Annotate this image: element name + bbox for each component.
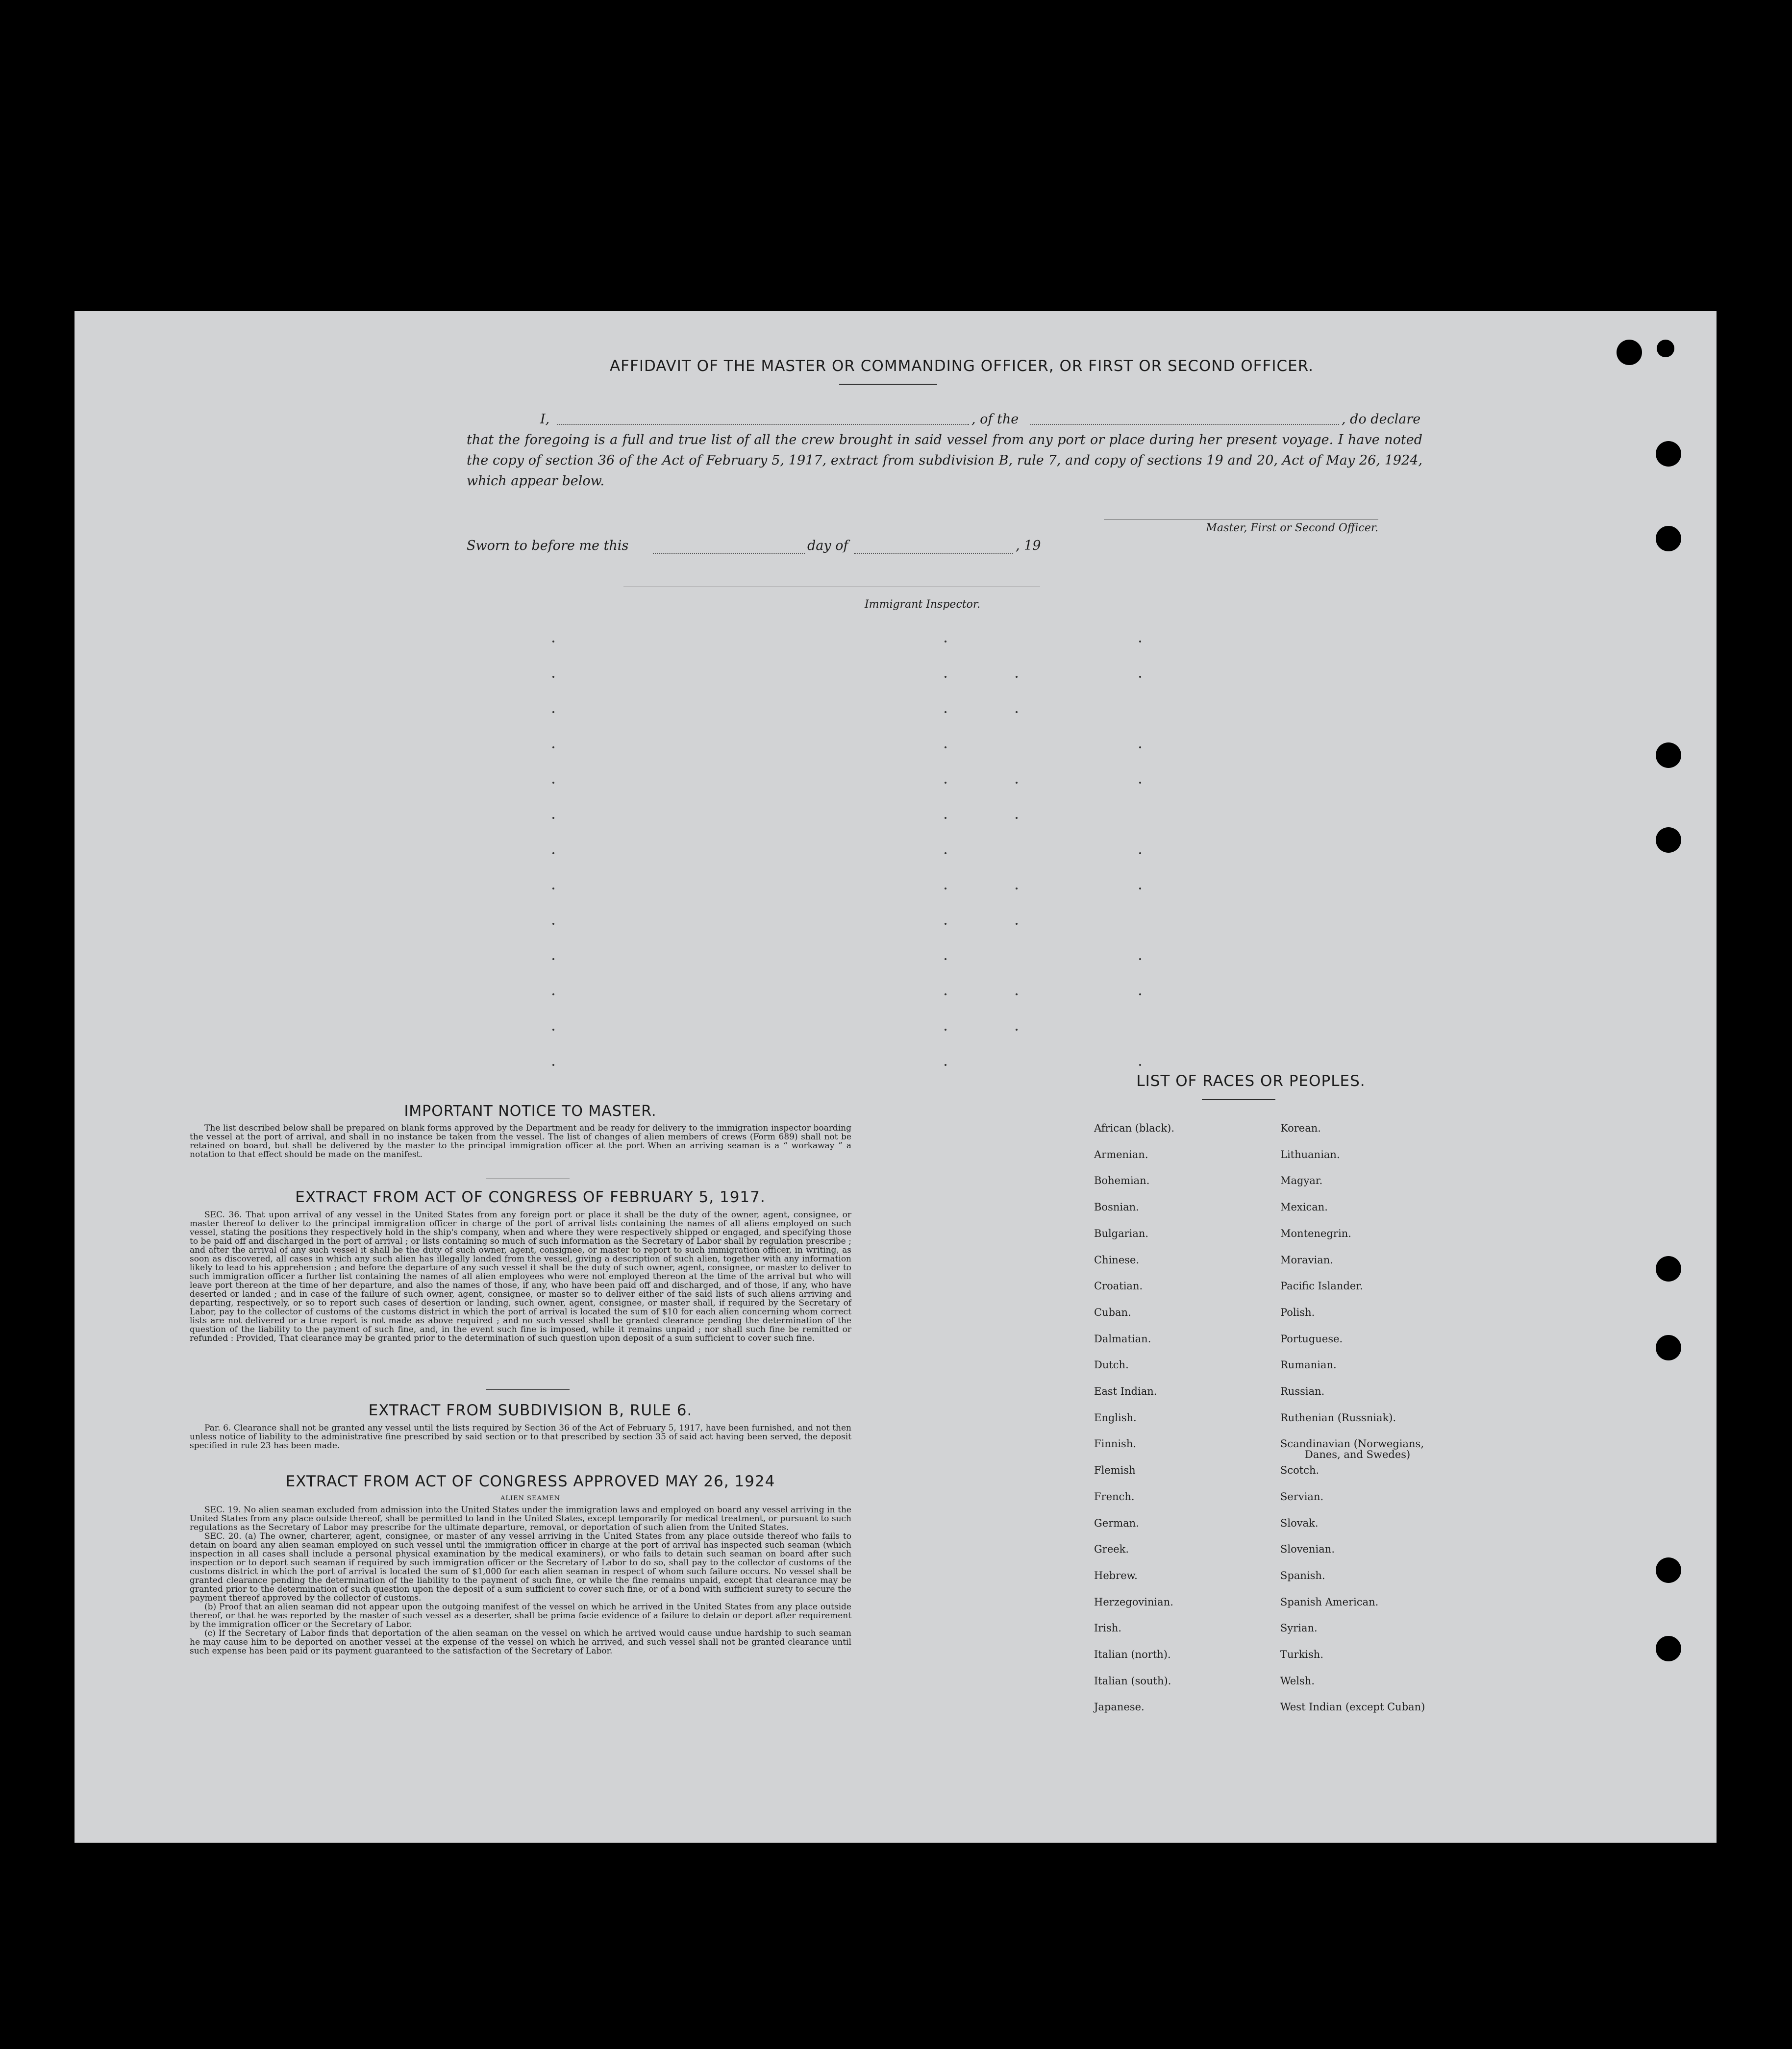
race-item: Magyar. <box>1280 1175 1323 1187</box>
rule6-title: EXTRACT FROM SUBDIVISION B, RULE 6. <box>368 1402 693 1419</box>
race-item: Mexican. <box>1280 1201 1328 1213</box>
race-item: Bohemian. <box>1094 1175 1150 1187</box>
race-item: Greek. <box>1094 1543 1129 1555</box>
bleed-dot <box>1139 676 1141 678</box>
race-item: Flemish <box>1094 1464 1136 1477</box>
bleed-dot <box>1016 711 1018 713</box>
bleed-dot <box>1139 746 1141 748</box>
bleed-dot <box>945 676 946 678</box>
bleed-dot <box>1139 852 1141 854</box>
race-item-continuation: Danes, and Swedes) <box>1305 1449 1411 1461</box>
title-rule <box>839 384 937 385</box>
notice-text <box>190 1124 851 1159</box>
affidavit-of-the: , of the <box>971 412 1019 427</box>
race-item: Dalmatian. <box>1094 1333 1151 1345</box>
bleed-dot <box>552 1064 554 1066</box>
extract1917-text <box>190 1210 851 1343</box>
race-item: Korean. <box>1280 1122 1321 1134</box>
bleed-dot <box>1016 817 1018 819</box>
punch-hole <box>1656 742 1681 768</box>
race-item: Slovenian. <box>1280 1543 1335 1555</box>
race-item: Herzegovinian. <box>1094 1596 1173 1608</box>
signature-caption: Master, First or Second Officer. <box>1206 522 1378 534</box>
bleed-dot <box>1139 993 1141 995</box>
races-title: LIST OF RACES OR PEOPLES. <box>1136 1072 1366 1090</box>
bleed-dot <box>1016 676 1018 678</box>
punch-hole <box>1656 827 1681 853</box>
bleed-dot <box>552 782 554 784</box>
bleed-dot <box>945 1029 946 1031</box>
race-item: Italian (south). <box>1094 1675 1171 1687</box>
punch-hole <box>1656 1256 1681 1282</box>
race-item: Montenegrin. <box>1280 1227 1351 1239</box>
race-item: Bulgarian. <box>1094 1227 1149 1239</box>
race-item: Cuban. <box>1094 1306 1131 1318</box>
bleed-dot <box>1139 782 1141 784</box>
race-item: West Indian (except Cuban) <box>1280 1701 1425 1713</box>
race-item: Finnish. <box>1094 1438 1137 1450</box>
race-item: Japanese. <box>1094 1701 1145 1713</box>
extract1924-title: EXTRACT FROM ACT OF CONGRESS APPROVED MAY 26, 1924 <box>285 1473 775 1490</box>
bleed-dot <box>945 852 946 854</box>
race-item: Scandinavian (Norwegians, <box>1280 1438 1424 1450</box>
sec20b-paragraph: (b) Proof that an alien seaman did not appear upon the outgoing manifest of the vessel on which he arrived in the United States from any place outside thereof, or that he was reported by the master of such vessel as a deserter, shall be prima facie evidence of a failure to detain or deport after requirement by the immigration officer or the Secretary of Labor. <box>190 1602 851 1629</box>
form-sheet <box>75 311 1717 1843</box>
race-item: Turkish. <box>1280 1649 1323 1660</box>
bleed-dot <box>1139 958 1141 960</box>
bleed-dot <box>1016 923 1018 925</box>
bleed-dot <box>1016 888 1018 889</box>
name-blank <box>557 424 969 425</box>
bleed-dot <box>945 923 946 925</box>
race-item: Rumanian. <box>1280 1359 1337 1371</box>
vessel-blank <box>1030 424 1339 425</box>
race-item: Armenian. <box>1094 1148 1148 1160</box>
affidavit-title: AFFIDAVIT OF THE MASTER OR COMMANDING OFFICER, OR FIRST OR SECOND OFFICER. <box>609 357 1314 375</box>
bleed-dot <box>552 852 554 854</box>
bleed-dot <box>1139 888 1141 889</box>
inspector-caption: Immigrant Inspector. <box>865 598 980 611</box>
punch-hole <box>1656 1335 1681 1360</box>
affidavit-declare: , do declare <box>1342 412 1421 427</box>
bleed-dot <box>552 958 554 960</box>
bleed-dot <box>552 888 554 889</box>
bleed-dot <box>945 958 946 960</box>
bleed-dot <box>552 1029 554 1031</box>
day-of-label: day of <box>807 538 848 553</box>
sworn-label: Sworn to before me this <box>467 538 629 553</box>
bleed-dot <box>1016 782 1018 784</box>
race-item: Italian (north). <box>1094 1649 1171 1660</box>
punch-hole <box>1656 1636 1681 1661</box>
race-item: English. <box>1094 1411 1137 1424</box>
race-item: Slovak. <box>1280 1517 1319 1529</box>
bleed-dot <box>552 746 554 748</box>
race-item: Hebrew. <box>1094 1569 1138 1581</box>
bleed-dot <box>1139 641 1141 642</box>
race-item: Spanish. <box>1280 1569 1325 1581</box>
punch-hole <box>1656 526 1681 551</box>
punch-hole <box>1656 1557 1681 1583</box>
bleed-dot <box>552 711 554 713</box>
bleed-dot <box>1016 993 1018 995</box>
sec19-paragraph: SEC. 19. No alien seaman excluded from admission into the United States under the immigration laws and employed on board any vessel arriving in the United States from any place outside thereof, shall be permitted to land in the United States, except temporarily for medical treatment, or pursuant to such regulations as the Secretary of Labor may prescribe for the ultimate departure, removal, or deportation of such alien from the United States. <box>190 1505 851 1532</box>
extract1917-title: EXTRACT FROM ACT OF CONGRESS OF FEBRUARY 5, 1917. <box>295 1188 766 1206</box>
race-item: African (black). <box>1094 1122 1175 1134</box>
race-item: Ruthenian (Russniak). <box>1280 1411 1396 1424</box>
race-item: Croatian. <box>1094 1280 1143 1292</box>
race-item: Pacific Islander. <box>1280 1280 1363 1292</box>
sec20a-paragraph: SEC. 20. (a) The owner, charterer, agent, consignee, or master of any vessel arriving in the United States from any place outside thereof who fails to detain on board any alien seaman employed on such vessel until the immigration officer in charge at the port of arrival has inspected such seaman (which inspection in all cases shall include a personal physical examination by the medical examiners), or who fails to detain such seaman on board after such inspection or to deport such seaman if required by such immigration officer or the Secretary of Labor to do so, shall pay to the collector of customs of the customs district in which the port of arrival is located the sum of $1,000 for each alien seaman in respect of whom such failure occurs. No vessel shall be granted clearance pending the determination of the liability to the payment of such fine, or while the fine remains unpaid, except that clearance may be granted prior to the determination of such question upon the deposit of a sum sufficient to cover such fine, or of a bond with sufficient surety to secure the payment thereof approved by the collector of customs. <box>190 1531 851 1603</box>
punch-hole <box>1657 340 1674 357</box>
race-item: Syrian. <box>1280 1622 1318 1634</box>
bleed-dot <box>945 641 946 642</box>
punch-hole <box>1656 441 1681 467</box>
race-item: Lithuanian. <box>1280 1148 1340 1160</box>
bleed-dot <box>945 782 946 784</box>
race-item: Portuguese. <box>1280 1333 1343 1345</box>
bleed-dot <box>945 1064 946 1066</box>
year-label: , 19 <box>1016 538 1041 553</box>
signature-line <box>1104 519 1378 520</box>
race-item: Bosnian. <box>1094 1201 1139 1213</box>
race-item: Moravian. <box>1280 1254 1334 1266</box>
bleed-dot <box>945 711 946 713</box>
month-blank <box>854 553 1013 554</box>
bleed-dot <box>552 923 554 925</box>
race-item: Spanish American. <box>1280 1596 1379 1608</box>
punch-hole <box>1617 340 1642 365</box>
sec36-paragraph: SEC. 36. That upon arrival of any vessel in the United States from any foreign port or place it shall be the duty of the owner, agent, consignee, or master thereof to deliver to the principal immigration officer in charge of the port of arrival lists containing the names of all aliens employed on such vessel, stating the positions they respectively hold in the ship's company, when and where they were respectively shipped or engaged, and specifying those to be paid off and discharged in the port of arrival ; or lists containing so much of such information as the Secretary of Labor shall by regulation prescribe ; and after the arrival of any such vessel it shall be the duty of such owner, agent, consignee, or master to report to such immigration officer, in writing, as soon as discovered, all cases in which any such alien has illegally landed from the vessel, giving a description of such alien, together with any information likely to lead to his apprehension ; and before the departure of any such vessel it shall be the duty of such owner, agent, consignee, or master to deliver to such immigration officer a further list containing the names of all alien employees who were not employed thereon at the time of the arrival but who will leave port thereon at the time of her departure, and also the names of those, if any, who have been paid off and discharged, and of those, if any, who have deserted or landed ; and in case of the failure of such owner, agent, consignee, or master so to deliver either of the said lists of such aliens arriving and departing, respectively, or so to report such cases of desertion or landing, such owner, agent, consignee, or master shall, if required by the Secretary of Labor, pay to the collector of customs of the customs district in which the port of arrival is located the sum of $10 for each alien concerning whom correct lists are not delivered or a true report is not made as above required ; and no such vessel shall be granted clearance pending the determination of the question of the liability to the payment of such fine, and, in the event such fine is imposed, while it remains unpaid ; nor shall such fine be remitted or refunded : Provided, That clearance may be granted prior to the determination of such question upon deposit of a sum sufficient to cover such fine. <box>190 1210 851 1343</box>
bleed-dot <box>945 817 946 819</box>
race-item: Servian. <box>1280 1490 1324 1503</box>
affidavit-body: that the foregoing is a full and true list of all the crew brought in said vessel from any port or place during her present voyage. I have noted the copy of section 36 of the Act of February 5, 1917, extract from subdivision B, rule 7, and copy of sections 19 and 20, Act of May 26, 1924, which appear below. <box>467 432 1422 489</box>
race-item: Dutch. <box>1094 1359 1129 1371</box>
bleed-dot <box>552 993 554 995</box>
race-item: Chinese. <box>1094 1254 1140 1266</box>
bleed-dot <box>552 817 554 819</box>
rule6-text <box>190 1424 851 1450</box>
race-item: Welsh. <box>1280 1675 1315 1687</box>
bleed-dot <box>945 993 946 995</box>
race-item: Russian. <box>1280 1385 1325 1397</box>
bleed-dot <box>1139 1064 1141 1066</box>
race-item: Scotch. <box>1280 1464 1319 1477</box>
race-item: Polish. <box>1280 1306 1315 1318</box>
races-rule <box>1202 1099 1275 1100</box>
bleed-dot <box>552 676 554 678</box>
bleed-dot <box>945 746 946 748</box>
extract1924-text <box>190 1506 851 1655</box>
race-item: Irish. <box>1094 1622 1122 1634</box>
notice-title: IMPORTANT NOTICE TO MASTER. <box>404 1103 657 1120</box>
race-item: East Indian. <box>1094 1385 1157 1397</box>
affidavit-i: I, <box>540 412 550 427</box>
alien-seamen-subtitle: ALIEN SEAMEN <box>500 1495 561 1502</box>
race-item: French. <box>1094 1490 1135 1503</box>
divider-2 <box>486 1389 570 1390</box>
notice-paragraph: The list described below shall be prepared on blank forms approved by the Department and be ready for delivery to the immigration inspector boarding the vessel at the port of arrival, and shall in no instance be taken from the vessel. The list of changes of alien members of crews (Form 689) shall not be retained on board, but shall be delivered by the master to the principal immigration officer at the port When an arriving seaman is a “ workaway ” a notation to that effect should be made on the manifest. <box>190 1123 851 1160</box>
sworn-day-blank <box>653 553 805 554</box>
bleed-dot <box>1016 1029 1018 1031</box>
bleed-dot <box>552 641 554 642</box>
bleed-dot <box>945 888 946 889</box>
race-item: German. <box>1094 1517 1139 1529</box>
sec20c-paragraph: (c) If the Secretary of Labor finds that deportation of the alien seaman on the vessel on which he arrived would cause undue hardship to such seaman he may cause him to be deported on another vessel at the expense of the vessel on which he arrived, and such vessel shall not be granted clearance until such expense has been paid or its payment guaranteed to the satisfaction of the Secretary of Labor. <box>190 1629 851 1656</box>
rule6-paragraph: Par. 6. Clearance shall not be granted any vessel until the lists required by Section 36 of the Act of February 5, 1917, have been furnished, and not then unless notice of liability to the administrative fine prescribed by said section or to that prescribed by section 35 of said act having been served, the deposit specified in rule 23 has been made. <box>190 1423 851 1451</box>
